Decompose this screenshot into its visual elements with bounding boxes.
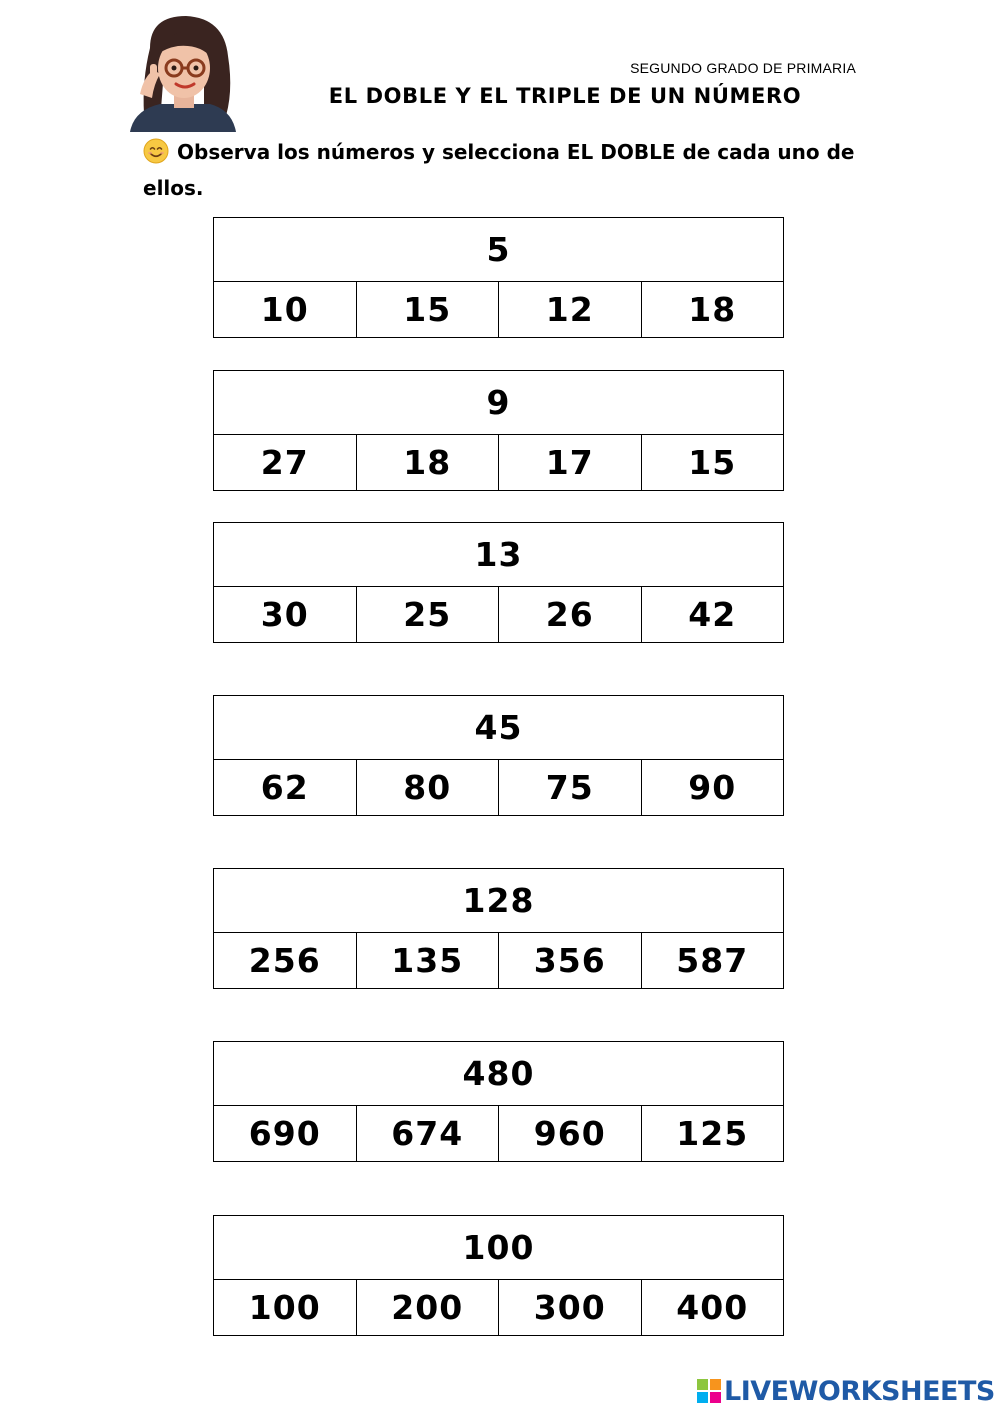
answer-option[interactable]: 200 <box>357 1280 500 1335</box>
page-title: EL DOBLE Y EL TRIPLE DE UN NÚMERO <box>328 84 802 108</box>
instruction <box>143 134 883 206</box>
target-number: 45 <box>214 696 783 760</box>
answer-option[interactable]: 12 <box>499 282 642 337</box>
exercise-box <box>213 868 784 989</box>
grade-label: SEGUNDO GRADO DE PRIMARIA <box>630 60 856 76</box>
answer-option[interactable]: 960 <box>499 1106 642 1161</box>
target-number: 100 <box>214 1216 783 1280</box>
answer-option[interactable]: 75 <box>499 760 642 815</box>
answer-option[interactable]: 256 <box>214 933 357 988</box>
logo-text: LIVEWORKSHEETS <box>724 1375 995 1407</box>
answer-option[interactable]: 100 <box>214 1280 357 1335</box>
answer-option[interactable]: 17 <box>499 435 642 490</box>
target-number: 480 <box>214 1042 783 1106</box>
target-number: 5 <box>214 218 783 282</box>
answer-option[interactable]: 300 <box>499 1280 642 1335</box>
target-number: 128 <box>214 869 783 933</box>
exercise-box <box>213 217 784 338</box>
answer-option[interactable]: 15 <box>688 443 737 482</box>
answer-option[interactable]: 10 <box>214 282 357 337</box>
answer-option[interactable]: 80 <box>357 760 500 815</box>
smiley-icon <box>143 138 169 164</box>
answer-option[interactable]: 18 <box>688 290 737 329</box>
answer-option[interactable]: 690 <box>214 1106 357 1161</box>
answer-option[interactable]: 62 <box>214 760 357 815</box>
answer-option[interactable]: 18 <box>357 435 500 490</box>
target-number: 9 <box>214 371 783 435</box>
answer-option[interactable]: 135 <box>357 933 500 988</box>
answer-option[interactable]: 356 <box>499 933 642 988</box>
answer-option[interactable]: 27 <box>214 435 357 490</box>
answer-option[interactable]: 674 <box>357 1106 500 1161</box>
answer-option[interactable]: 30 <box>214 587 357 642</box>
liveworksheets-logo-icon <box>696 1378 722 1404</box>
answer-option[interactable]: 90 <box>688 768 737 807</box>
exercise-box <box>213 1041 784 1162</box>
answer-option[interactable]: 587 <box>676 941 749 980</box>
exercise-box <box>213 1215 784 1336</box>
answer-option[interactable]: 125 <box>676 1114 749 1153</box>
target-number: 13 <box>214 523 783 587</box>
exercise-box <box>213 522 784 643</box>
answer-option[interactable]: 42 <box>688 595 737 634</box>
answer-option[interactable]: 400 <box>676 1288 749 1327</box>
instruction-text: Observa los números y selecciona EL DOBLE de cada uno de ellos. <box>143 140 855 200</box>
exercise-box <box>213 370 784 491</box>
answer-option[interactable]: 15 <box>357 282 500 337</box>
answer-option[interactable]: 26 <box>499 587 642 642</box>
liveworksheets-logo <box>696 1374 995 1408</box>
teacher-avatar-image <box>120 10 245 132</box>
exercise-box <box>213 695 784 816</box>
answer-option[interactable]: 25 <box>357 587 500 642</box>
